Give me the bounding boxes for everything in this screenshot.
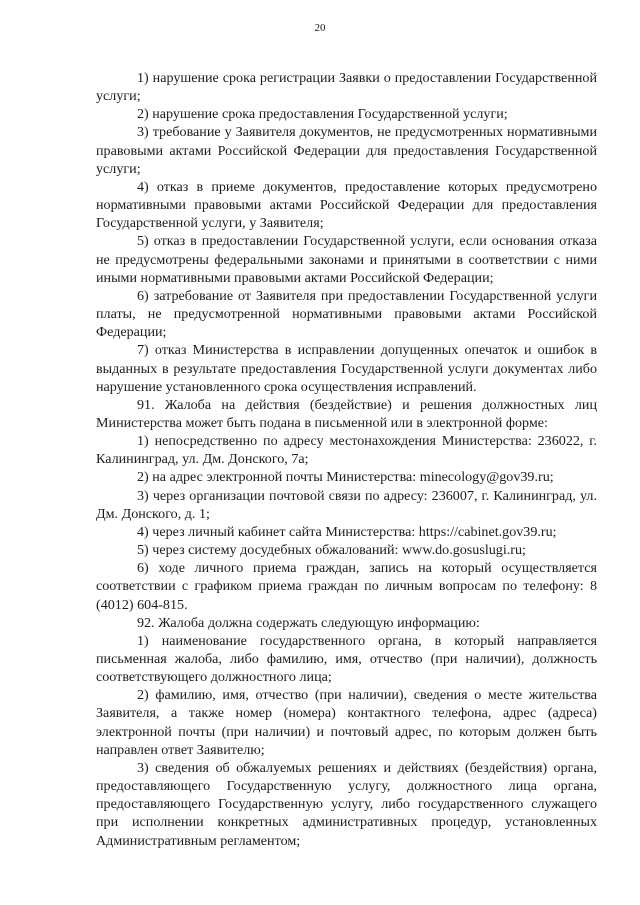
list-item-cabinet: 4) через личный кабинет сайта Министерства: https://cabinet.gov39.ru; [137,523,557,540]
list-item-violation-registration-deadline: 1) нарушение срока регистрации Заявки о предоставлении Государственной услуги; [96,70,597,105]
list-item-document-refusal: 4) отказ в приеме документов, предоставление которых предусмотрено нормативными правовыми актами Российской Федерации для предоставления Государственной услуги, у Заявителя; [96,178,597,232]
list-item-postal: 3) через организации почтовой связи по адресу: 236007, г. Калининград, ул. Дм. Донского, д. 1; [96,487,597,522]
list-item-violation-service-deadline: 2) нарушение срока предоставления Государственной услуги; [137,106,508,123]
list-item-personal-reception: 6) ходе личного приема граждан, запись на который осуществляется соответствии с графиком приема граждан по личным вопросам по телефону: 8 (4012) 604-815. [96,560,597,613]
list-item-pretrial-system: 5) через систему досудебных обжалований: www.do.gosuslugi.ru; [137,542,526,559]
list-item-applicant-details: 2) фамилию, имя, отчество (при наличии), сведения о месте жительства Заявителя, а также номер (номера) контактного телефона, адрес (адреса) электронной почты (при наличии) и почтовый адрес, по которым должен быть направлен ответ Заявителю; [96,687,597,758]
page-number: 20 [314,22,326,34]
list-item-correction-refusal: 7) отказ Министерства в исправлении допущенных опечаток и ошибок в выданных в результате предоставления Государственной услуги документах либо нарушение установленного срока осуществления исправлений. [96,342,597,395]
list-item-authority-name: 1) наименование государственного органа, в который направляется письменная жалоба, либо фамилию, имя, отчество (при наличии), должность соответствующего должностного лица; [96,632,597,686]
list-item-address-in-person: 1) непосредственно по адресу местонахождения Министерства: 236022, г. Калининград, ул. Дм. Донского, 7а; [96,433,597,468]
clause-92: 92. Жалоба должна содержать следующую информацию: [137,614,480,631]
document-body [96,69,597,850]
list-item-service-refusal: 5) отказ в предоставлении Государственной услуги, если основания отказа не предусмотрены федеральными законами и принятыми в соответствии с ними иными нормативными правовыми актами Российской Федерации; [96,233,597,286]
clause-91: 91. Жалоба на действия (бездействие) и решения должностных лиц Министерства может быть подана в письменной или в электронной форме: [96,396,597,431]
list-item-illegal-fee: 6) затребование от Заявителя при предоставлении Государственной услуги платы, не предусмотренной нормативными правовыми актами Российской Федерации; [96,287,597,341]
list-item-excess-documents: 3) требование у Заявителя документов, не предусмотренных нормативными правовыми актами Российской Федерации для предоставления Государственной услуги; [96,124,597,177]
list-item-appealed-decisions: 3) сведения об обжалуемых решениях и действиях (бездействия) органа, предоставляющего Государственную услугу, должностного лица органа, предоставляющего Государственную услугу, либо государственного служащего при исполнении конкретных административных процедур, установленных Административным регламентом; [96,759,597,849]
list-item-email: 2) на адрес электронной почты Министерства: minecology@gov39.ru; [137,469,554,486]
